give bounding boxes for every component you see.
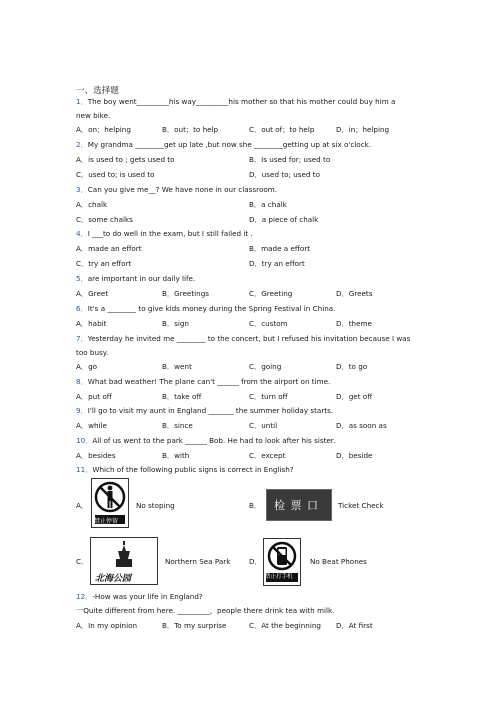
option-d: D．theme bbox=[336, 319, 372, 328]
option-a: A．besides bbox=[76, 451, 116, 460]
option-a: A．In my opinion bbox=[76, 621, 138, 630]
option-b: B．with bbox=[162, 451, 190, 460]
option-a: A．Greet bbox=[76, 289, 109, 298]
question-number: 12． bbox=[76, 592, 93, 601]
sign-c-text: 北海公园 bbox=[95, 574, 132, 584]
option-a: A．while bbox=[76, 421, 107, 430]
option-d: D．Greets bbox=[336, 289, 373, 298]
sign-d-caption: No Beat Phones bbox=[310, 557, 367, 566]
option-a: A．made an effort bbox=[76, 244, 142, 253]
question-7 bbox=[76, 334, 410, 344]
question-2 bbox=[76, 140, 371, 150]
option-b: B．sign bbox=[162, 319, 189, 328]
question-number: 9． bbox=[76, 406, 88, 415]
question-number: 10． bbox=[76, 436, 93, 445]
option-b: B．To my surprise bbox=[162, 621, 227, 630]
option-d: D．to go bbox=[336, 362, 368, 371]
question-12 bbox=[76, 592, 203, 602]
sign-b-text: 检 票 口 bbox=[274, 499, 319, 512]
option-b: B．out；to help bbox=[162, 125, 219, 134]
question-number: 6． bbox=[76, 304, 88, 313]
option-c: C．custom bbox=[249, 319, 288, 328]
question-text: Can you give me__? We have none in our classroom. bbox=[87, 185, 278, 194]
option-b: B．take off bbox=[162, 392, 202, 401]
question-text: My grandma ________get up late ,but now she ________getting up at six o'clock. bbox=[87, 140, 372, 149]
question-1 bbox=[76, 97, 395, 107]
question-3 bbox=[76, 185, 277, 195]
option-b: B．Is used for; used to bbox=[249, 155, 331, 164]
sign-d-text: 禁止打手机 bbox=[265, 574, 293, 580]
option-d: D．as soon as bbox=[336, 421, 387, 430]
sign-a-text: 禁止停留 bbox=[94, 518, 119, 525]
question-8 bbox=[76, 377, 330, 387]
question-4 bbox=[76, 229, 253, 239]
option-a: A．is used to ; gets used to bbox=[76, 155, 175, 164]
question-number: 3． bbox=[76, 185, 88, 194]
question-text: -How was your life in England? bbox=[92, 592, 203, 601]
question-9 bbox=[76, 406, 333, 416]
sign-a-caption: No stoping bbox=[136, 501, 175, 510]
option-b: B．made a effort bbox=[249, 244, 311, 253]
question-text: are important in our daily life. bbox=[87, 274, 196, 283]
question-10 bbox=[76, 436, 335, 446]
option-d: D．used to; used to bbox=[249, 170, 320, 179]
option-d: D．beside bbox=[336, 451, 373, 460]
question-text: It's a ________ to give kids money during the Spring Festival in China. bbox=[87, 304, 336, 313]
question-number: 1． bbox=[76, 97, 88, 106]
option-a: A．chalk bbox=[76, 200, 108, 209]
question-text: Which of the following public signs is correct in English? bbox=[92, 465, 294, 474]
question-number: 2． bbox=[76, 140, 88, 149]
option-b: B．Greetings bbox=[162, 289, 210, 298]
question-text: All of us went to the park ______ Bob. He had to look after his sister. bbox=[92, 436, 336, 445]
question-text: The boy went_________his way_________his mother so that his mother could buy him a bbox=[87, 97, 396, 106]
option-c: C．out of；to help bbox=[249, 125, 315, 134]
question-number: 11． bbox=[76, 465, 93, 474]
option-c: C．Greeting bbox=[249, 289, 293, 298]
option-a: A．habit bbox=[76, 319, 107, 328]
sign-d-letter: D． bbox=[249, 557, 262, 566]
option-d: D．get off bbox=[336, 392, 373, 401]
option-d: D．in；helping bbox=[336, 125, 390, 134]
question-text: I ___to do well in the exam, but I still failed it . bbox=[87, 229, 253, 238]
option-a: A．put off bbox=[76, 392, 112, 401]
question-text: Yesterday he invited me ________ to the concert, but I refused his invitation because I was bbox=[87, 334, 411, 343]
option-a: A．go bbox=[76, 362, 98, 371]
option-d: D．try an effort bbox=[249, 259, 305, 268]
option-a: A．on；helping bbox=[76, 125, 131, 134]
option-c: C．At the beginning bbox=[249, 621, 321, 630]
question-12-continued: 一Quite different from here. _________，people there drink tea with milk. bbox=[76, 606, 335, 615]
question-1-continued: new bike. bbox=[76, 111, 111, 120]
question-5 bbox=[76, 274, 195, 284]
question-text: I'll go to visit my aunt in England _______ the summer holiday starts. bbox=[87, 406, 334, 415]
question-number: 7． bbox=[76, 334, 88, 343]
question-6 bbox=[76, 304, 335, 314]
option-d: D．a piece of chalk bbox=[249, 215, 319, 224]
sign-a-letter: A． bbox=[76, 501, 89, 510]
sign-b-letter: B． bbox=[249, 501, 262, 510]
option-c: C．except bbox=[249, 451, 286, 460]
option-c: C．some chalks bbox=[76, 215, 133, 224]
question-11 bbox=[76, 465, 294, 475]
sign-c-letter: C． bbox=[76, 557, 89, 566]
section-title: 一、选择题 bbox=[76, 86, 119, 96]
option-c: C．used to; is used to bbox=[76, 170, 155, 179]
option-d: D．At first bbox=[336, 621, 373, 630]
option-c: C．try an effort bbox=[76, 259, 132, 268]
sign-c-caption: Northern Sea Park bbox=[165, 557, 231, 566]
question-number: 8． bbox=[76, 377, 88, 386]
question-number: 4． bbox=[76, 229, 88, 238]
option-b: B．since bbox=[162, 421, 193, 430]
question-number: 5． bbox=[76, 274, 88, 283]
option-c: C．until bbox=[249, 421, 278, 430]
option-b: B．a chalk bbox=[249, 200, 287, 209]
question-7-continued: too busy. bbox=[76, 348, 109, 357]
option-b: B．went bbox=[162, 362, 192, 371]
option-c: C．going bbox=[249, 362, 282, 371]
option-c: C．turn off bbox=[249, 392, 288, 401]
sign-b-caption: Ticket Check bbox=[338, 501, 384, 510]
question-text: What bad weather! The plane can't ______ from the airport on time. bbox=[87, 377, 331, 386]
